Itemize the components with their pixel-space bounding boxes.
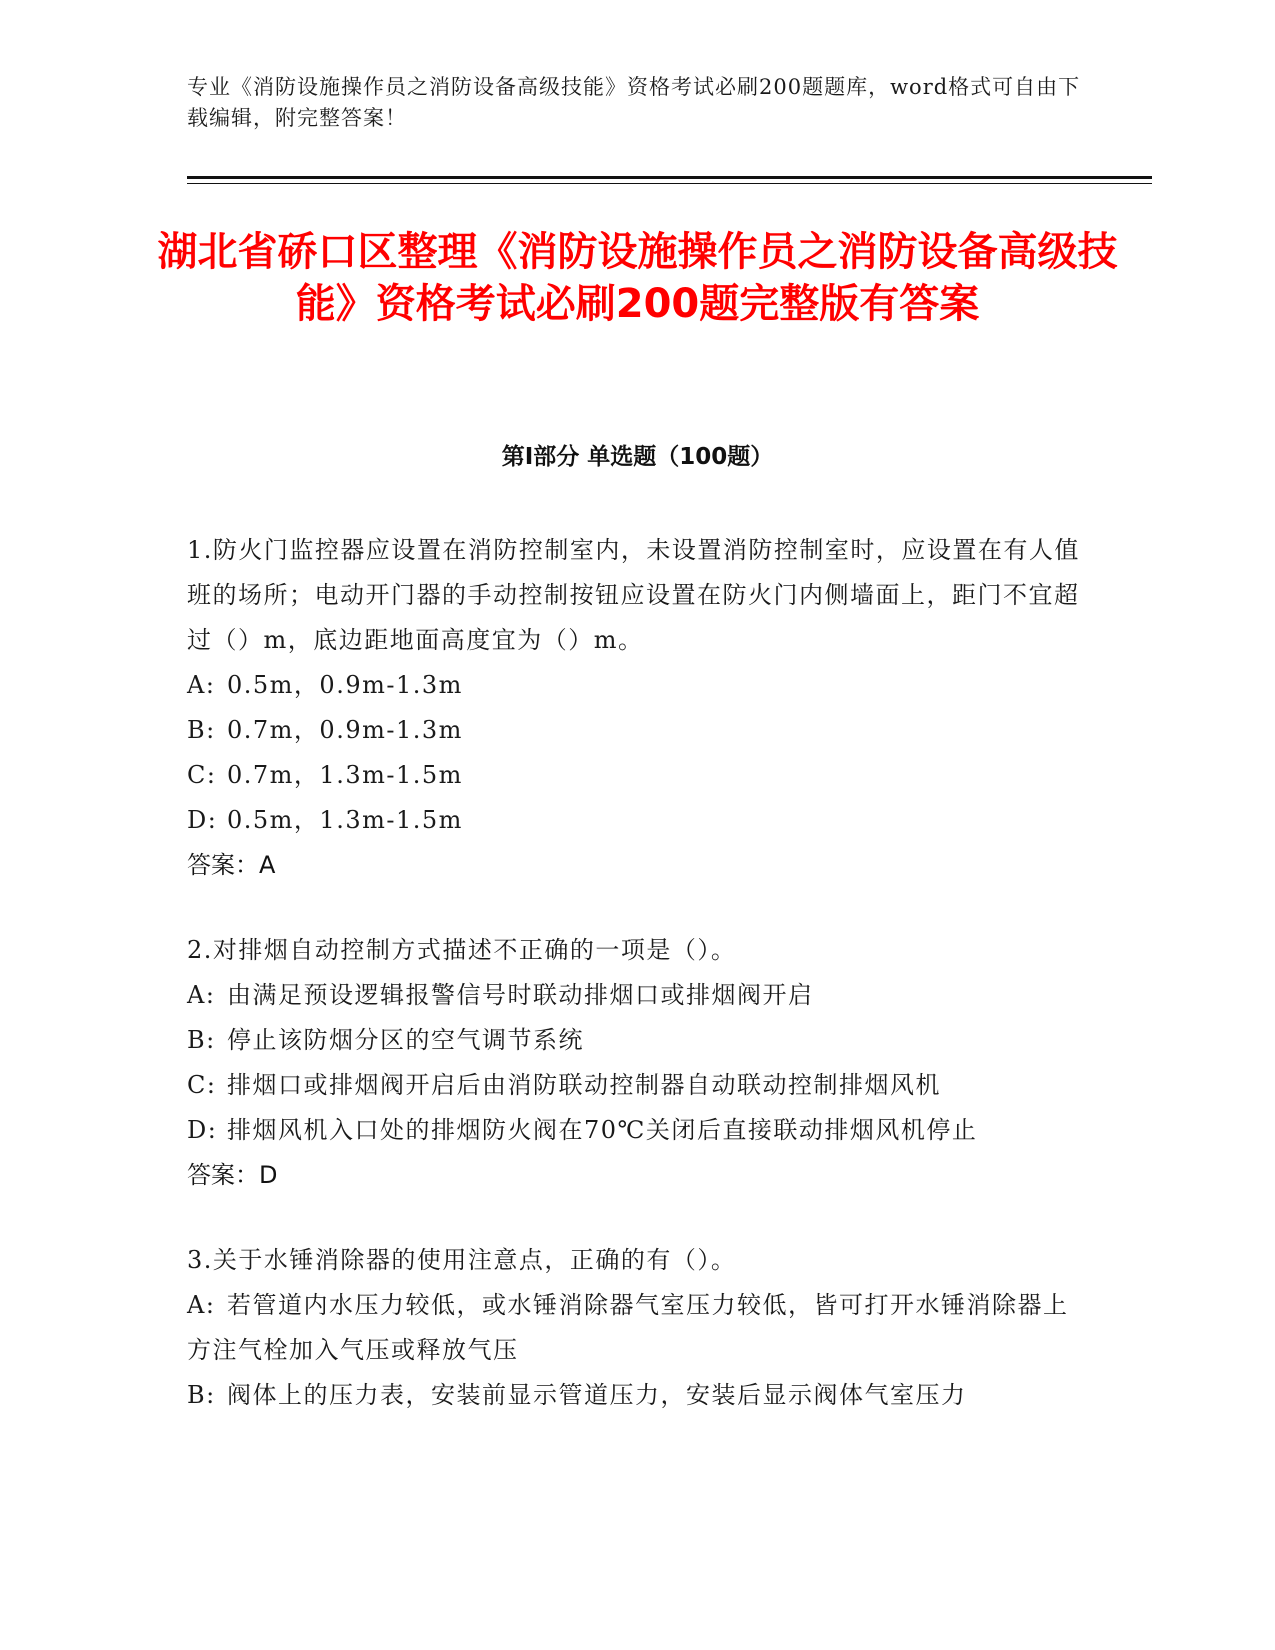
option-d [187,798,1087,843]
option-c [187,1063,1087,1108]
option-c [187,753,1087,798]
option-text: 0.5m，1.3m-1.5m [227,806,463,834]
option-text: 阀体上的压力表，安装前显示管道压力，安装后显示阀体气室压力 [227,1381,967,1409]
option-text: 0.7m，0.9m-1.3m [227,716,463,744]
option-letter: D: [187,1116,218,1144]
question-stem: 2.对排烟自动控制方式描述不正确的一项是（）。 [187,936,737,964]
header-note: 专业《消防设施操作员之消防设备高级技能》资格考试必刷200题题库，word格式可自由下载编辑，附完整答案！ [187,75,1081,130]
option-b [187,708,1087,753]
option-letter: B: [187,1381,216,1409]
answer-line: 答案：D [187,1161,278,1189]
option-letter: A: [187,1291,216,1319]
document-title: 湖北省硚口区整理《消防设施操作员之消防设备高级技能》资格考试必刷200题完整版有答案 [157,229,1118,327]
option-letter: C: [187,761,217,789]
option-letter: D: [187,806,218,834]
question-2 [187,928,1087,1198]
option-text: 排烟口或排烟阀开启后由消防联动控制器自动联动控制排烟风机 [227,1071,941,1099]
option-letter: A: [187,671,216,699]
question-1 [187,528,1087,888]
option-text: 0.5m，0.9m-1.3m [227,671,463,699]
option-text: 0.7m，1.3m-1.5m [227,761,463,789]
option-letter: B: [187,716,216,744]
question-stem: 1.防火门监控器应设置在消防控制室内，未设置消防控制室时，应设置在有人值班的场所；电动开门器的手动控制按钮应设置在防火门内侧墙面上，距门不宜超过（）m，底边距地面高度宜为（）m。 [187,536,1080,654]
question-stem: 3.关于水锤消除器的使用注意点，正确的有（）。 [187,1246,737,1274]
option-text: 若管道内水压力较低，或水锤消除器气室压力较低，皆可打开水锤消除器上方注气栓加入气压或释放气压 [187,1291,1069,1364]
answer-line: 答案：A [187,851,276,879]
option-letter: B: [187,1026,216,1054]
option-letter: C: [187,1071,217,1099]
option-a [187,663,1087,708]
option-b [187,1018,1087,1063]
option-text: 停止该防烟分区的空气调节系统 [227,1026,584,1054]
option-d [187,1108,1087,1153]
question-list [187,528,1087,1458]
option-letter: A: [187,981,216,1009]
header-divider-thin [187,183,1152,184]
option-text: 由满足预设逻辑报警信号时联动排烟口或排烟阀开启 [227,981,814,1009]
option-a [187,973,1087,1018]
header-divider-thick [187,176,1152,179]
option-text: 排烟风机入口处的排烟防火阀在70℃关闭后直接联动排烟风机停止 [227,1116,978,1144]
option-b [187,1373,1087,1418]
option-a [187,1283,1087,1373]
section-title: 第I部分 单选题（100题） [501,444,774,470]
question-3 [187,1238,1087,1418]
